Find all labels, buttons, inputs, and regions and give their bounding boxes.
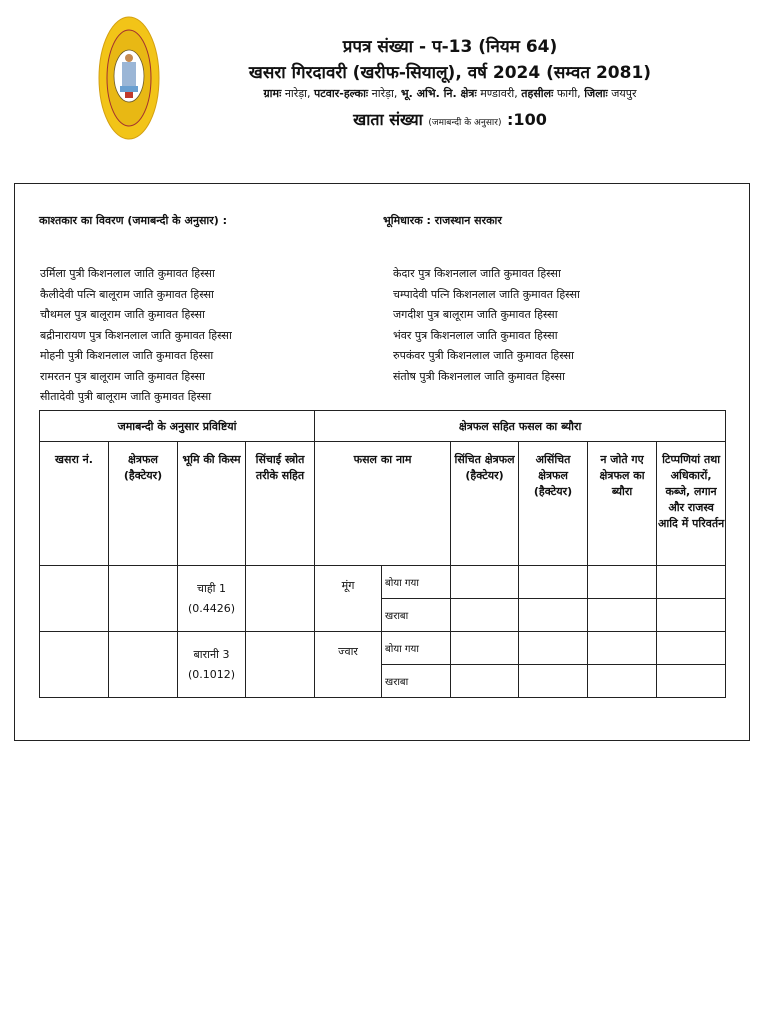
not-sown-cell: [588, 599, 657, 632]
not-sown-cell: [588, 665, 657, 698]
khata-note: (जमाबन्दी के अनुसार): [428, 118, 502, 128]
land-type-cell: [178, 632, 246, 698]
owner-entry: रुपकंवर पुत्री किशनलाल जाति कुमावत हिस्सा: [393, 349, 574, 362]
owner-entry: सीतादेवी पुत्री बालूराम जाति कुमावत हिस्सा: [40, 390, 212, 403]
col-land-type-header: भूमि की किस्म: [178, 442, 246, 566]
sown-status: बोया गया: [382, 566, 451, 599]
remarks-cell: [657, 665, 726, 698]
unirrigated-cell: [519, 632, 588, 665]
col-irrigated-header: सिंचित क्षेत्रफल (हैक्टेयर): [451, 442, 519, 566]
owner-entry: रामरतन पुत्र बालूराम जाति कुमावत हिस्सा: [40, 369, 205, 383]
unirrigated-cell: [519, 599, 588, 632]
girdawari-table: [39, 410, 726, 698]
remarks-cell: [657, 566, 726, 599]
khasra-cell: [40, 566, 109, 632]
remarks-cell: [657, 632, 726, 665]
irrigated-cell: [451, 665, 519, 698]
patwar-value: नारेड़ा,: [371, 87, 398, 100]
irrigated-cell: [451, 566, 519, 599]
owners-left: [40, 264, 232, 408]
cultivator-label: काश्तकार का विवरण (जमाबन्दी के अनुसार) :: [39, 214, 227, 227]
table-row: [40, 632, 726, 665]
unirrigated-cell: [519, 665, 588, 698]
gram-label: ग्रामः: [263, 87, 282, 100]
owner-entry: केदार पुत्र किशनलाल जाति कुमावत हिस्सा: [393, 267, 561, 280]
irrigated-cell: [451, 632, 519, 665]
irrigated-cell: [451, 599, 519, 632]
form-title: खसरा गिरदावरी (खरीफ-सियालू), वर्ष 2024 (सम्वत 2081): [248, 63, 652, 83]
khasra-cell: [40, 632, 109, 698]
landholder-label: भूमिधारक : राजस्थान सरकार: [383, 214, 502, 227]
not-sown-cell: [588, 566, 657, 599]
khata-label: खाता संख्या: [353, 110, 423, 129]
owner-entry: कैलीदेवी पत्नि बालूराम जाति कुमावत हिस्सा: [40, 287, 214, 301]
form-number: प्रपत्र संख्या - प-13 (नियम 64): [342, 37, 558, 57]
owner-entry: चौथमल पुत्र बालूराम जाति कुमावत हिस्सा: [40, 308, 205, 321]
col-not-sown-header: न जोते गए क्षेत्रफल का ब्यौरा: [588, 442, 657, 566]
jila-label: जिलाः: [584, 87, 608, 100]
not-sown-cell: [588, 632, 657, 665]
crop-name: मूंग: [315, 566, 382, 632]
patwar-label: पटवार-हल्काः: [314, 87, 369, 100]
area-cell: [109, 566, 178, 632]
owner-entry: चम्पादेवी पत्नि किशनलाल जाति कुमावत हिस्सा: [393, 287, 580, 301]
owner-entry: संतोष पुत्री किशनलाल जाति कुमावत हिस्सा: [393, 369, 565, 383]
khata-number: :100: [507, 110, 547, 129]
revenue-board-seal: [98, 16, 160, 140]
col-crop-header: फसल का नाम: [315, 442, 451, 566]
damaged-status: खराबा: [382, 599, 451, 632]
irrigation-cell: [246, 632, 315, 698]
col-area-header: क्षेत्रफल (हैक्टेयर): [109, 442, 178, 566]
tehsil-value: फागी,: [556, 87, 581, 100]
damaged-status: खराबा: [382, 665, 451, 698]
owner-entry: मोहनी पुत्री किशनलाल जाति कुमावत हिस्सा: [40, 349, 214, 362]
tehsil-label: तहसीलः: [521, 87, 554, 100]
gram-value: नारेड़ा,: [284, 87, 311, 100]
crop-name: ज्वार: [315, 632, 382, 698]
owner-entry: बद्रीनारायण पुत्र किशनलाल जाति कुमावत हिस्सा: [40, 328, 232, 342]
khata-line: [230, 108, 670, 130]
owner-entry: उर्मिला पुत्री किशनलाल जाति कुमावत हिस्सा: [40, 267, 215, 280]
land-type-cell: [178, 566, 246, 632]
location-line: [230, 86, 670, 101]
kshetra-value: मण्डावरी,: [480, 87, 518, 100]
area-cell: [109, 632, 178, 698]
col-irrigation-header: सिंचाई स्त्रोत तरीके सहित: [246, 442, 315, 566]
group-header-jamabandi: जमाबन्दी के अनुसार प्रविष्टियां: [40, 411, 315, 442]
land-area: (0.1012): [187, 667, 236, 681]
jila-value: जयपुर: [611, 87, 637, 100]
owner-entry: भंवर पुत्र किशनलाल जाति कुमावत हिस्सा: [393, 328, 558, 342]
col-khasra-header: खसरा नं.: [40, 442, 109, 566]
owner-entry: जगदीश पुत्र बालूराम जाति कुमावत हिस्सा: [393, 308, 558, 321]
owners-right: [393, 264, 580, 387]
remarks-cell: [657, 599, 726, 632]
unirrigated-cell: [519, 566, 588, 599]
table-row: [40, 566, 726, 599]
sown-status: बोया गया: [382, 632, 451, 665]
land-area: (0.4426): [187, 601, 236, 615]
group-header-crop-details: क्षेत्रफल सहित फसल का ब्यौरा: [315, 411, 726, 442]
irrigation-cell: [246, 566, 315, 632]
col-remarks-header: टिप्पणियां तथा अधिकारों, कब्जे, लगान और राजस्व आदि में परिवर्तन: [657, 442, 726, 566]
land-type: बारानी 3: [193, 647, 230, 661]
land-type: चाही 1: [196, 581, 227, 595]
kshetra-label: भू. अभि. नि. क्षेत्रः: [400, 87, 477, 100]
col-unirrigated-header: असिंचित क्षेत्रफल (हैक्टेयर): [519, 442, 588, 566]
